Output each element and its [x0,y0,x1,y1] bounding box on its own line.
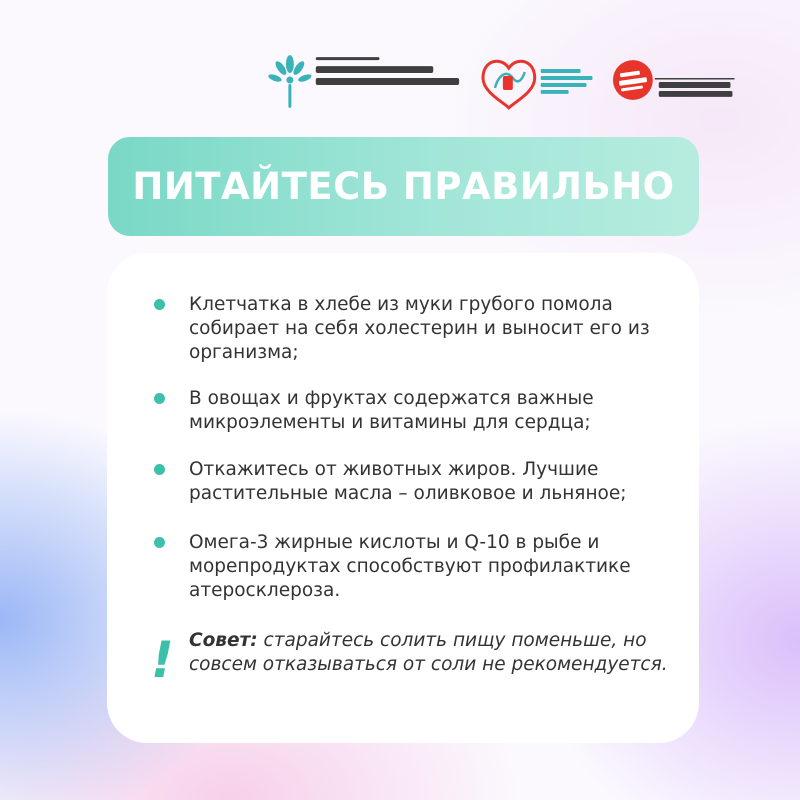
exclamation-icon: ! [151,631,174,689]
bullet-dot-icon [154,299,165,310]
bullet-dot-icon [154,464,165,475]
tip-text: В овощах и фруктах содержатся важные микроэлементы и витамины для сердца; [189,388,594,433]
advice-block [107,629,699,709]
tip-text: Омега-3 жирные кислоты и Q-10 в рыбе и морепродуктах способствуют профилактике атеросклероза. [189,532,631,601]
tip-text: Клетчатка в хлебе из муки грубого помола собирает на себя холестерин и выносит его из организма; [189,294,650,363]
page-title: ПИТАЙТЕСЬ ПРАВИЛЬНО [132,165,675,208]
advice-text [189,629,689,677]
bullet-dot-icon [154,537,165,548]
tips-card [107,253,699,743]
advice-label: Совет: [189,630,258,651]
tip-text: Откажитесь от животных жиров. Лучшие растительные масла – оливковое и льняное; [189,459,627,504]
advice-body: старайтесь солить пищу поменьше, но совсем отказываться от соли не рекомендуется. [189,630,668,675]
title-banner [108,137,699,236]
header-logos [266,48,736,112]
bullet-dot-icon [154,393,165,404]
ty-silnee-logo [611,48,736,112]
minzdrav-novgorod-logo [475,48,596,112]
za-meditsinu-logo [266,48,461,112]
